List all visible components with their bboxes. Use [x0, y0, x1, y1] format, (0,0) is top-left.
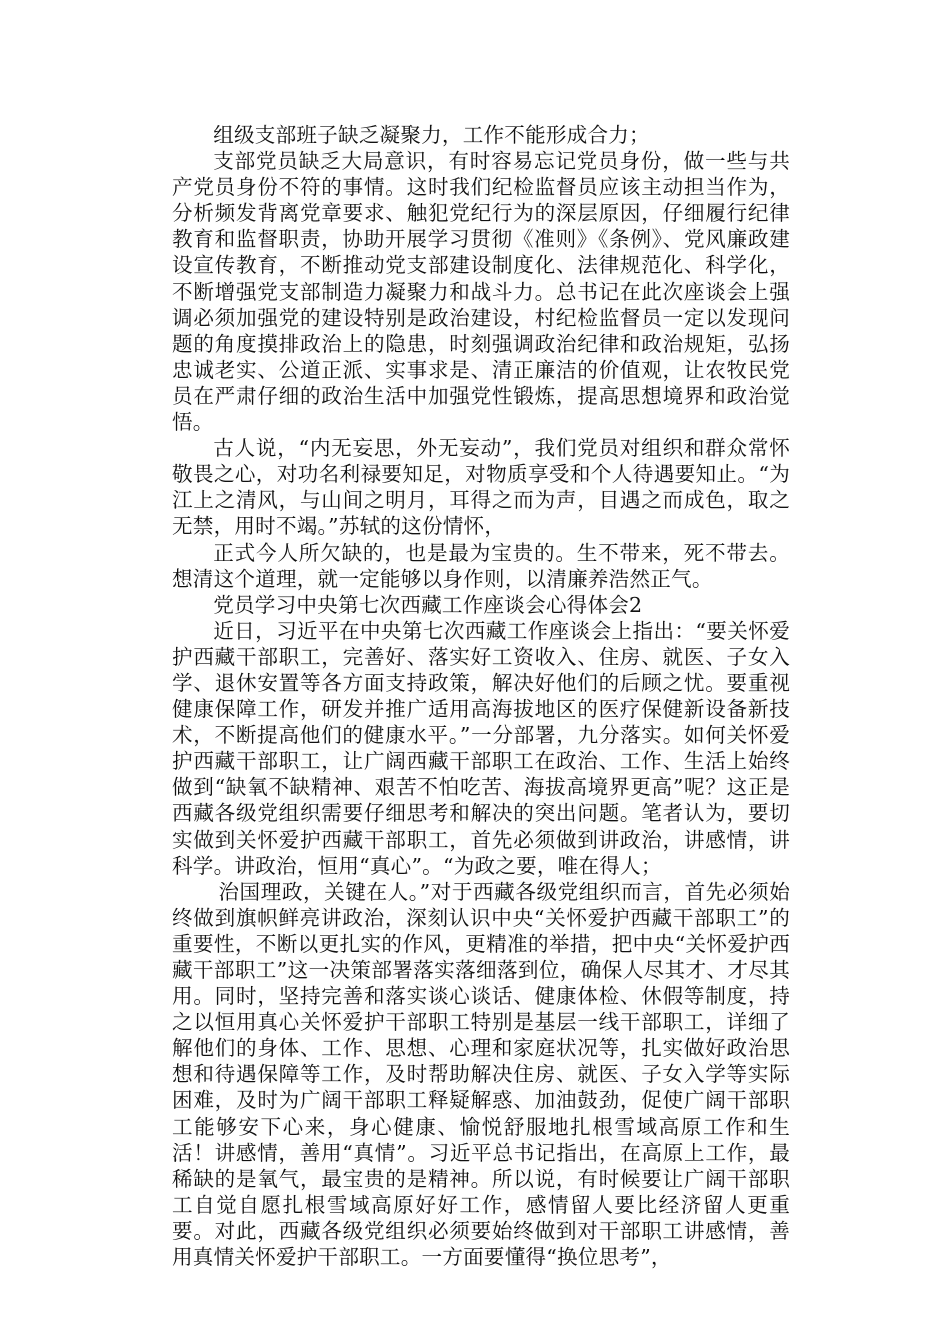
paragraph-governance: 治国理政，关键在人。”对于西藏各级党组织而言，首先必须始终做到旗帜鲜亮讲政治，深刻认识中央“关怀爱护西藏干部职工”的重要性，不断以更扎实的作风，更精准的举措，把中央“关怀爱护西藏干部职工”这一决策部署落实落细落到位，确保人尽其才、才尽其用。同时，坚持完善和落实谈心谈话、健康体检、休假等制度，持之以恒用真心关怀爱护干部职工特别是基层一线干部职工，详细了解他们的身体、工作、思想、心理和家庭状况等，扎实做好政治思想和待遇保障等工作，及时帮助解决住房、就医、子女入学等实际困难，及时为广阔干部职工释疑解惑、加油鼓劲，促使广阔干部职工能够安下心来，身心健康、愉悦舒服地扎根雪域高原工作和生活！讲感情，善用“真情”。习近平总书记指出，在高原上工作，最稀缺的是氧气，最宝贵的是精神。所以说，有时候要让广阔干部职工自觉自愿扎根雪域高原好好工作，感情留人要比经济留人更重要。对此，西藏各级党组织必须要始终做到对干部职工讲感情，善用真情关怀爱护干部职工。一方面要懂得“换位思考”， — [172, 879, 790, 1270]
section-heading: 党员学习中央第七次西藏工作座谈会心得体会2 — [213, 592, 643, 617]
paragraph-branch-cohesion: 组级支部班子缺乏凝聚力，工作不能形成合力； — [213, 123, 650, 147]
document-body — [172, 122, 790, 1270]
paragraph-ancient-saying: 古人说，“内无妄思，外无妄动”，我们党员对组织和群众常怀敬畏之心，对功名利禄要知足，对物质享受和个人待遇要知止。“为江上之清风，与山间之明月，耳得之而为声，目遇之而成色，取之无禁，用时不竭。”苏轼的这份情怀， — [172, 436, 790, 539]
paragraph-party-awareness: 支部党员缺乏大局意识，有时容易忘记党员身份，做一些与共产党员身份不符的事情。这时我们纪检监督员应该主动担当作为，分析频发背离党章要求、触犯党纪行为的深层原因，仔细履行纪律教育和监督职责，协助开展学习贯彻《准则》《条例》、党风廉政建设宣传教育，不断推动党支部建设制度化、法律规范化、科学化，不断增强党支部制造力凝聚力和战斗力。总书记在此次座谈会上强调必须加强党的建设特别是政治建设，村纪检监督员一定以发现问题的角度摸排政治上的隐患，时刻强调政治纪律和政治规矩，弘扬忠诚老实、公道正派、实事求是、清正廉洁的价值观，让农牧民党员在严肃仔细的政治生活中加强党性锻炼，提高思想境界和政治觉悟。 — [172, 149, 790, 435]
paragraph-integrity: 正式今人所欠缺的，也是最为宝贵的。生不带来，死不带去。想清这个道理，就一定能够以身作则，以清廉养浩然正气。 — [172, 540, 790, 591]
paragraph-tibet-meeting: 近日，习近平在中央第七次西藏工作座谈会上指出：“要关怀爱护西藏干部职工，完善好、落实好工资收入、住房、就医、子女入学、退休安置等各方面支持政策，解决好他们的后顾之忧。要重视健康保障工作，研发并推广适用高海拔地区的医疗保健新设备新技术，不断提高他们的健康水平。”一分部署，九分落实。如何关怀爱护西藏干部职工，让广阔西藏干部职工在政治、工作、生活上始终做到“缺氧不缺精神、艰苦不怕吃苦、海拔高境界更高”呢？这正是西藏各级党组织需要仔细思考和解决的突出问题。笔者认为，要切实做到关怀爱护西藏干部职工，首先必须做到讲政治，讲感情，讲科学。讲政治，恒用“真心”。“为政之要，唯在得人； — [172, 618, 790, 878]
